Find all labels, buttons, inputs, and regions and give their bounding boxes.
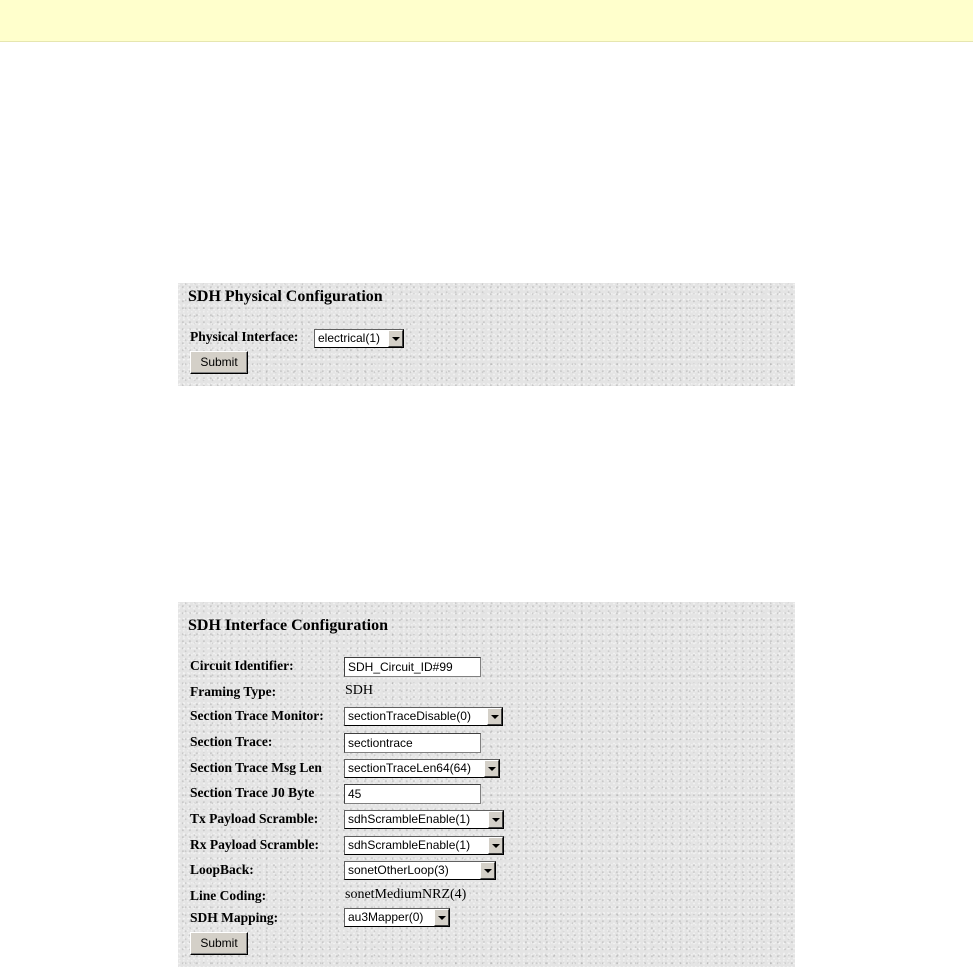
tx-payload-scramble-select[interactable] <box>344 810 504 829</box>
top-banner <box>0 0 973 42</box>
chevron-down-icon <box>488 811 503 828</box>
physical-interface-label: Physical Interface: <box>190 329 299 344</box>
circuit-id-input[interactable]: SDH_Circuit_ID#99 <box>344 657 481 677</box>
section-trace-j0-input[interactable]: 45 <box>344 784 481 804</box>
framing-type-label: Framing Type: <box>190 684 277 699</box>
tx-payload-scramble-label: Tx Payload Scramble: <box>190 811 319 826</box>
section-trace-msg-len-label: Section Trace Msg Len <box>190 760 322 775</box>
loopback-value: sonetOtherLoop(3) <box>348 863 449 877</box>
chevron-down-icon <box>487 708 502 725</box>
loopback-label: LoopBack: <box>190 862 254 877</box>
sdh-mapping-select[interactable] <box>344 908 450 927</box>
rx-payload-scramble-label: Rx Payload Scramble: <box>190 837 319 852</box>
interface-config-title: SDH Interface Configuration <box>188 617 388 634</box>
interface-config-panel <box>178 602 795 967</box>
section-trace-input[interactable]: sectiontrace <box>344 733 481 753</box>
line-coding-value: sonetMediumNRZ(4) <box>345 887 467 902</box>
section-trace-msg-len-value: sectionTraceLen64(64) <box>348 761 471 775</box>
rx-payload-scramble-value: sdhScrambleEnable(1) <box>348 838 471 852</box>
tx-payload-scramble-value: sdhScrambleEnable(1) <box>348 812 471 826</box>
sdh-mapping-value: au3Mapper(0) <box>348 910 424 924</box>
chevron-down-icon <box>480 862 495 879</box>
chevron-down-icon <box>484 760 499 777</box>
physical-interface-select[interactable] <box>314 329 404 348</box>
loopback-select[interactable] <box>344 861 496 880</box>
interface-submit-button[interactable]: Submit <box>190 932 248 955</box>
chevron-down-icon <box>434 909 449 926</box>
section-trace-monitor-select[interactable] <box>344 707 503 726</box>
section-trace-label: Section Trace: <box>190 734 273 749</box>
sdh-mapping-label: SDH Mapping: <box>190 910 279 925</box>
line-coding-label: Line Coding: <box>190 888 267 903</box>
section-trace-monitor-value: sectionTraceDisable(0) <box>348 709 471 723</box>
circuit-id-label: Circuit Identifier: <box>190 658 294 673</box>
physical-submit-button[interactable]: Submit <box>190 351 248 374</box>
physical-interface-value: electrical(1) <box>318 331 381 345</box>
section-trace-monitor-label: Section Trace Monitor: <box>190 708 324 723</box>
section-trace-j0-label: Section Trace J0 Byte <box>190 785 315 800</box>
physical-config-panel <box>178 283 795 386</box>
section-trace-msg-len-select[interactable] <box>344 759 500 778</box>
framing-type-value: SDH <box>345 683 374 698</box>
chevron-down-icon <box>488 837 503 854</box>
chevron-down-icon <box>388 330 403 347</box>
physical-config-title: SDH Physical Configuration <box>188 288 383 305</box>
rx-payload-scramble-select[interactable] <box>344 836 504 855</box>
